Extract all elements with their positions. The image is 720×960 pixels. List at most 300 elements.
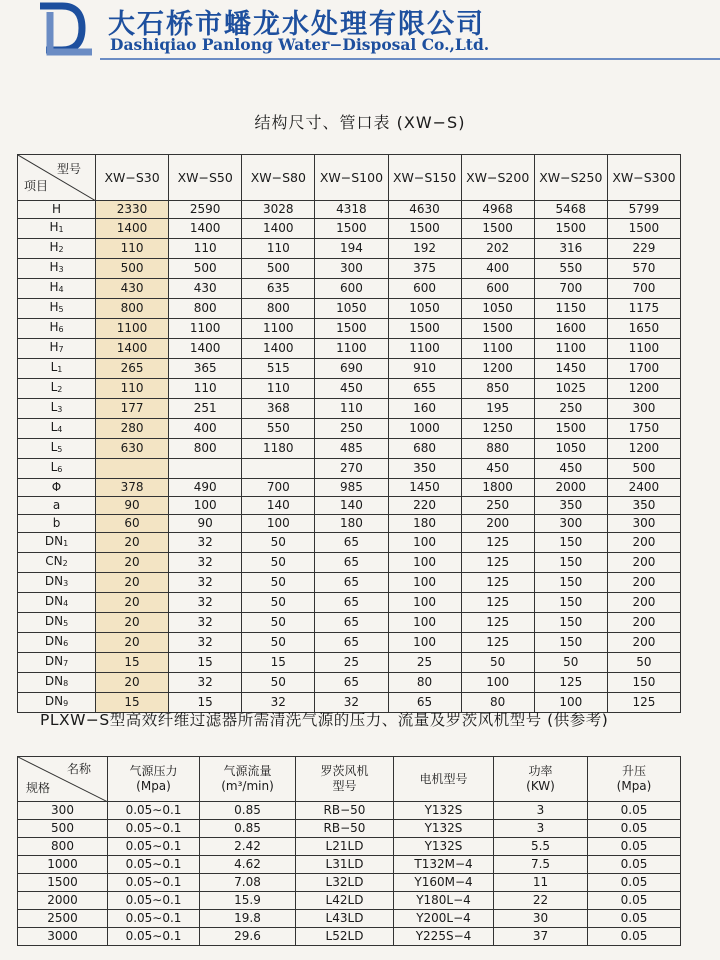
table-cell: L31LD [296, 856, 394, 874]
table-cell: 20 [96, 553, 169, 573]
table-cell: 500 [607, 459, 680, 479]
table-cell: Y132S [394, 838, 494, 856]
table-cell: 1500 [388, 319, 461, 339]
table-row [18, 553, 681, 573]
table-cell: 655 [388, 379, 461, 399]
table-cell: 22 [494, 892, 588, 910]
table-cell: 20 [96, 673, 169, 693]
table-cell: 0.05∼0.1 [108, 892, 200, 910]
table-cell: 50 [242, 633, 315, 653]
table-cell: 202 [461, 239, 534, 259]
table-cell: 1175 [607, 299, 680, 319]
table-cell: 110 [169, 239, 242, 259]
table-cell: 1400 [242, 339, 315, 359]
table-cell: 200 [607, 533, 680, 553]
table-cell: 880 [461, 439, 534, 459]
table-cell: 1800 [461, 479, 534, 497]
row-label-subscript: 3 [57, 405, 63, 414]
table-cell: 200 [607, 553, 680, 573]
table-cell: 300 [534, 515, 607, 533]
table-cell: 450 [461, 459, 534, 479]
table-cell: 0.85 [200, 802, 296, 820]
table-cell: 110 [315, 399, 388, 419]
table-cell: 65 [388, 693, 461, 713]
table-cell: 150 [534, 533, 607, 553]
table-cell: 850 [461, 379, 534, 399]
row-label [18, 593, 96, 613]
table-cell: 800 [96, 299, 169, 319]
table-cell: 3 [494, 802, 588, 820]
table-row [18, 892, 681, 910]
table-cell: 11 [494, 874, 588, 892]
table-cell: 1400 [169, 339, 242, 359]
table-row [18, 653, 681, 673]
table-cell: 50 [242, 593, 315, 613]
row-label-main: H [49, 300, 59, 314]
row-label-subscript: 4 [57, 425, 63, 434]
table-row [18, 319, 681, 339]
row-label-main: DN [44, 594, 64, 608]
table-cell: 250 [461, 497, 534, 515]
row-label-main: DN [44, 674, 64, 688]
table-cell: Y160M−4 [394, 874, 494, 892]
table-cell: 1400 [169, 219, 242, 239]
table-cell: 500 [96, 259, 169, 279]
table-row [18, 838, 681, 856]
table-cell: 4968 [461, 201, 534, 219]
table-cell: 200 [607, 613, 680, 633]
table-row [18, 633, 681, 653]
table-cell: 5.5 [494, 838, 588, 856]
row-label-main: H [51, 202, 62, 216]
row-label-subscript: 5 [57, 445, 63, 454]
table-row [18, 613, 681, 633]
table-cell: 15 [169, 693, 242, 713]
table-cell: 1050 [388, 299, 461, 319]
table-cell: 200 [607, 573, 680, 593]
table-cell: 1700 [607, 359, 680, 379]
row-spec: 1500 [18, 874, 108, 892]
row-spec: 300 [18, 802, 108, 820]
table-cell: 229 [607, 239, 680, 259]
table-cell: 125 [607, 693, 680, 713]
table-cell: 2.42 [200, 838, 296, 856]
table-cell: RB−50 [296, 802, 394, 820]
table-cell: 20 [96, 613, 169, 633]
table-cell: 7.08 [200, 874, 296, 892]
row-label-subscript: 3 [63, 579, 69, 588]
table-cell: 200 [607, 633, 680, 653]
row-label [18, 633, 96, 653]
table-cell: 1200 [607, 379, 680, 399]
table-cell: Y132S [394, 802, 494, 820]
table-cell: 2330 [96, 201, 169, 219]
row-label-main: Φ [51, 480, 62, 494]
row-label-subscript: 5 [63, 619, 69, 628]
table-cell: 150 [534, 593, 607, 613]
table-cell: 50 [242, 553, 315, 573]
table-row [18, 279, 681, 299]
table-cell: 20 [96, 593, 169, 613]
table-cell: 0.05∼0.1 [108, 838, 200, 856]
column-header: XW−S50 [169, 155, 242, 201]
table-cell [169, 459, 242, 479]
row-label-main: H [49, 280, 59, 294]
table-cell: 2400 [607, 479, 680, 497]
table-cell: 700 [607, 279, 680, 299]
table-cell: 1450 [534, 359, 607, 379]
row-label-main: a [52, 498, 61, 512]
table-cell: 7.5 [494, 856, 588, 874]
table-cell: 32 [315, 693, 388, 713]
table-cell: 150 [534, 573, 607, 593]
row-label-main: DN [44, 614, 64, 628]
table-cell: 1200 [461, 359, 534, 379]
table-cell: 0.05∼0.1 [108, 856, 200, 874]
table-cell: 110 [242, 239, 315, 259]
table-cell: 100 [388, 593, 461, 613]
row-label-main: L [50, 400, 58, 414]
table-row [18, 533, 681, 553]
table-cell: Y225S−4 [394, 928, 494, 946]
table-cell: 450 [315, 379, 388, 399]
table-cell: 29.6 [200, 928, 296, 946]
table-cell: 4.62 [200, 856, 296, 874]
table-cell: 1100 [461, 339, 534, 359]
table-row [18, 573, 681, 593]
table-cell: 0.05 [588, 928, 681, 946]
table-cell: 192 [388, 239, 461, 259]
table-cell: 0.05 [588, 856, 681, 874]
table-cell: 910 [388, 359, 461, 379]
row-label-subscript: 9 [63, 699, 69, 708]
table-cell: 65 [315, 633, 388, 653]
table-cell: 25 [315, 653, 388, 673]
table-cell: 680 [388, 439, 461, 459]
row-label-main: DN [44, 634, 64, 648]
row-label-subscript: 2 [57, 385, 63, 394]
table-cell: L32LD [296, 874, 394, 892]
row-label-subscript: 6 [57, 465, 63, 474]
table2-title: PLXW−S型高效纤维过滤器所需清洗气源的压力、流量及罗茨风机型号 (供参考) [40, 711, 609, 729]
table-cell: Y180L−4 [394, 892, 494, 910]
table-cell: 4630 [388, 201, 461, 219]
table-cell: 300 [607, 399, 680, 419]
column-header: XW−S100 [315, 155, 388, 201]
table-cell: 400 [461, 259, 534, 279]
table-row [18, 802, 681, 820]
table-cell: 100 [388, 573, 461, 593]
row-label-subscript: 6 [58, 325, 64, 334]
table-cell: 1200 [607, 439, 680, 459]
table-row [18, 856, 681, 874]
row-label [18, 673, 96, 693]
table-cell: 80 [461, 693, 534, 713]
row-label-subscript: 1 [63, 539, 69, 548]
table-cell: 280 [96, 419, 169, 439]
table-cell: 1100 [96, 319, 169, 339]
corner-label-model: 型号 [56, 162, 81, 176]
table-cell: 490 [169, 479, 242, 497]
row-label [18, 533, 96, 553]
table-cell: 110 [242, 379, 315, 399]
column-header-line1: 罗茨风机 [320, 764, 369, 778]
row-label [18, 439, 96, 459]
row-label [18, 399, 96, 419]
table-cell: 37 [494, 928, 588, 946]
row-spec: 2000 [18, 892, 108, 910]
corner-label-name: 名称 [66, 762, 91, 776]
row-label-main: H [49, 220, 59, 234]
table-cell: 180 [315, 515, 388, 533]
table-row [18, 910, 681, 928]
column-header-line1: 升压 [621, 764, 646, 778]
table-cell: 50 [242, 613, 315, 633]
column-header [108, 757, 200, 802]
table-cell: 30 [494, 910, 588, 928]
table-row [18, 339, 681, 359]
table-cell: 700 [242, 479, 315, 497]
column-header [296, 757, 394, 802]
table-cell: 1100 [242, 319, 315, 339]
table-cell: 1500 [461, 219, 534, 239]
row-label-subscript: 4 [58, 285, 64, 294]
table-row [18, 419, 681, 439]
table-cell: 0.05∼0.1 [108, 802, 200, 820]
table-cell: 265 [96, 359, 169, 379]
table-cell: 0.05∼0.1 [108, 910, 200, 928]
row-label-main: L [50, 360, 58, 374]
table-cell: 3028 [242, 201, 315, 219]
table-cell: 570 [607, 259, 680, 279]
table-cell: 1500 [534, 419, 607, 439]
table-cell: 5799 [607, 201, 680, 219]
column-header-line2: (KW) [526, 779, 555, 793]
table-cell: 110 [169, 379, 242, 399]
table-cell: 110 [96, 239, 169, 259]
table-cell: 20 [96, 633, 169, 653]
column-header: XW−S200 [461, 155, 534, 201]
row-label-main: L [50, 440, 58, 454]
table-cell: 368 [242, 399, 315, 419]
table-cell: 690 [315, 359, 388, 379]
table-cell: 32 [169, 633, 242, 653]
table-row [18, 439, 681, 459]
blower-spec-table [17, 756, 681, 946]
table-cell: 1250 [461, 419, 534, 439]
table-cell: 150 [534, 553, 607, 573]
row-label-subscript: 8 [63, 679, 69, 688]
table-cell: 32 [169, 613, 242, 633]
table-cell: 80 [388, 673, 461, 693]
table-cell: 1100 [169, 319, 242, 339]
row-label [18, 573, 96, 593]
table-row [18, 928, 681, 946]
table-row [18, 359, 681, 379]
table-cell: 316 [534, 239, 607, 259]
column-header: XW−S80 [242, 155, 315, 201]
table-cell: 32 [169, 593, 242, 613]
table-row [18, 515, 681, 533]
row-label [18, 653, 96, 673]
table-cell: 125 [461, 593, 534, 613]
table-cell: 0.05∼0.1 [108, 928, 200, 946]
row-label-subscript: 7 [63, 659, 69, 668]
table-cell: 19.8 [200, 910, 296, 928]
table-row [18, 399, 681, 419]
table-cell [242, 459, 315, 479]
table-cell: 800 [169, 439, 242, 459]
table-cell: 180 [388, 515, 461, 533]
row-spec: 500 [18, 820, 108, 838]
table-cell: 0.05 [588, 802, 681, 820]
table-cell: 0.05 [588, 892, 681, 910]
table-cell: 100 [461, 673, 534, 693]
row-label [18, 497, 96, 515]
table-cell: 32 [169, 673, 242, 693]
table-row [18, 219, 681, 239]
row-label-main: H [49, 260, 59, 274]
table-cell: 125 [461, 573, 534, 593]
table-cell: 430 [169, 279, 242, 299]
table-cell: 600 [461, 279, 534, 299]
table-cell: 0.85 [200, 820, 296, 838]
table-cell: 985 [315, 479, 388, 497]
table-cell: 250 [315, 419, 388, 439]
table-row [18, 479, 681, 497]
structure-dimension-table [17, 154, 681, 713]
table-cell: 65 [315, 613, 388, 633]
table-row [18, 201, 681, 219]
table-cell: 100 [242, 515, 315, 533]
column-header-line1: 功率 [528, 764, 553, 778]
row-label-main: H [49, 320, 59, 334]
row-spec: 1000 [18, 856, 108, 874]
table-cell: 1100 [607, 339, 680, 359]
row-label-subscript: 2 [62, 559, 68, 568]
table-cell: 1500 [388, 219, 461, 239]
row-label [18, 359, 96, 379]
table-cell: 635 [242, 279, 315, 299]
table-cell: 1500 [315, 219, 388, 239]
column-header [494, 757, 588, 802]
table-cell: 1500 [315, 319, 388, 339]
table-cell: 350 [607, 497, 680, 515]
table-row [18, 820, 681, 838]
table-cell: 365 [169, 359, 242, 379]
table-cell: 375 [388, 259, 461, 279]
table2-corner-cell [18, 757, 108, 802]
column-header-line2: (Mpa) [136, 779, 171, 793]
column-header: XW−S150 [388, 155, 461, 201]
column-header-line2: (m³/min) [221, 779, 274, 793]
page-header [0, 0, 720, 62]
table-cell: 125 [461, 553, 534, 573]
column-header: XW−S300 [607, 155, 680, 201]
table-cell: 32 [169, 573, 242, 593]
row-label-subscript: 3 [58, 265, 64, 274]
table-cell: 100 [388, 553, 461, 573]
table-row [18, 379, 681, 399]
company-logo-icon [36, 2, 96, 56]
table-row [18, 497, 681, 515]
table-cell: 125 [461, 633, 534, 653]
table-cell: 1400 [96, 219, 169, 239]
table-cell: 100 [388, 613, 461, 633]
column-header-line2: (Mpa) [616, 779, 652, 793]
table-cell: Y132S [394, 820, 494, 838]
table-cell: 15 [169, 653, 242, 673]
table-cell: 630 [96, 439, 169, 459]
table-cell: 378 [96, 479, 169, 497]
table-cell: 1750 [607, 419, 680, 439]
column-header [200, 757, 296, 802]
table-cell: 1180 [242, 439, 315, 459]
table-cell: 1650 [607, 319, 680, 339]
table-cell: 1500 [534, 219, 607, 239]
table-cell: 65 [315, 673, 388, 693]
row-label [18, 459, 96, 479]
column-header-line2: 型号 [332, 779, 357, 793]
table-cell: 150 [607, 673, 680, 693]
company-name-chinese: 大石桥市蟠龙水处理有限公司 [108, 9, 485, 40]
table-cell: 1050 [534, 439, 607, 459]
header-divider [100, 58, 720, 60]
table-cell: 5468 [534, 201, 607, 219]
table-row [18, 673, 681, 693]
table-cell: 65 [315, 573, 388, 593]
row-label [18, 515, 96, 533]
table-cell: 20 [96, 573, 169, 593]
table-cell: 1600 [534, 319, 607, 339]
row-label-main: DN [44, 534, 64, 548]
table-cell: 550 [534, 259, 607, 279]
row-label-subscript: 6 [63, 639, 69, 648]
table-cell: 60 [96, 515, 169, 533]
table-cell: T132M−4 [394, 856, 494, 874]
table-cell: 50 [242, 533, 315, 553]
table-cell: 1150 [534, 299, 607, 319]
table-cell: 25 [388, 653, 461, 673]
table-cell: 125 [534, 673, 607, 693]
table-cell: 220 [388, 497, 461, 515]
row-label [18, 219, 96, 239]
table-cell: 100 [388, 633, 461, 653]
table-cell: 50 [242, 673, 315, 693]
table-cell: 140 [242, 497, 315, 515]
table-cell: 1000 [388, 419, 461, 439]
table-cell: 100 [388, 533, 461, 553]
table-cell: 350 [534, 497, 607, 515]
row-label-main: H [49, 340, 59, 354]
table-cell: 515 [242, 359, 315, 379]
row-label [18, 319, 96, 339]
table-cell: 500 [169, 259, 242, 279]
table-cell: 350 [388, 459, 461, 479]
row-label [18, 259, 96, 279]
table-cell: 200 [607, 593, 680, 613]
table-cell: 125 [461, 533, 534, 553]
row-label-main: DN [44, 694, 64, 708]
table-cell: L42LD [296, 892, 394, 910]
row-label-subscript: 7 [58, 345, 64, 354]
table-cell: 50 [607, 653, 680, 673]
table-cell: 150 [534, 613, 607, 633]
row-label [18, 553, 96, 573]
table-cell [96, 459, 169, 479]
table-cell: 15.9 [200, 892, 296, 910]
table-cell: 0.05∼0.1 [108, 820, 200, 838]
